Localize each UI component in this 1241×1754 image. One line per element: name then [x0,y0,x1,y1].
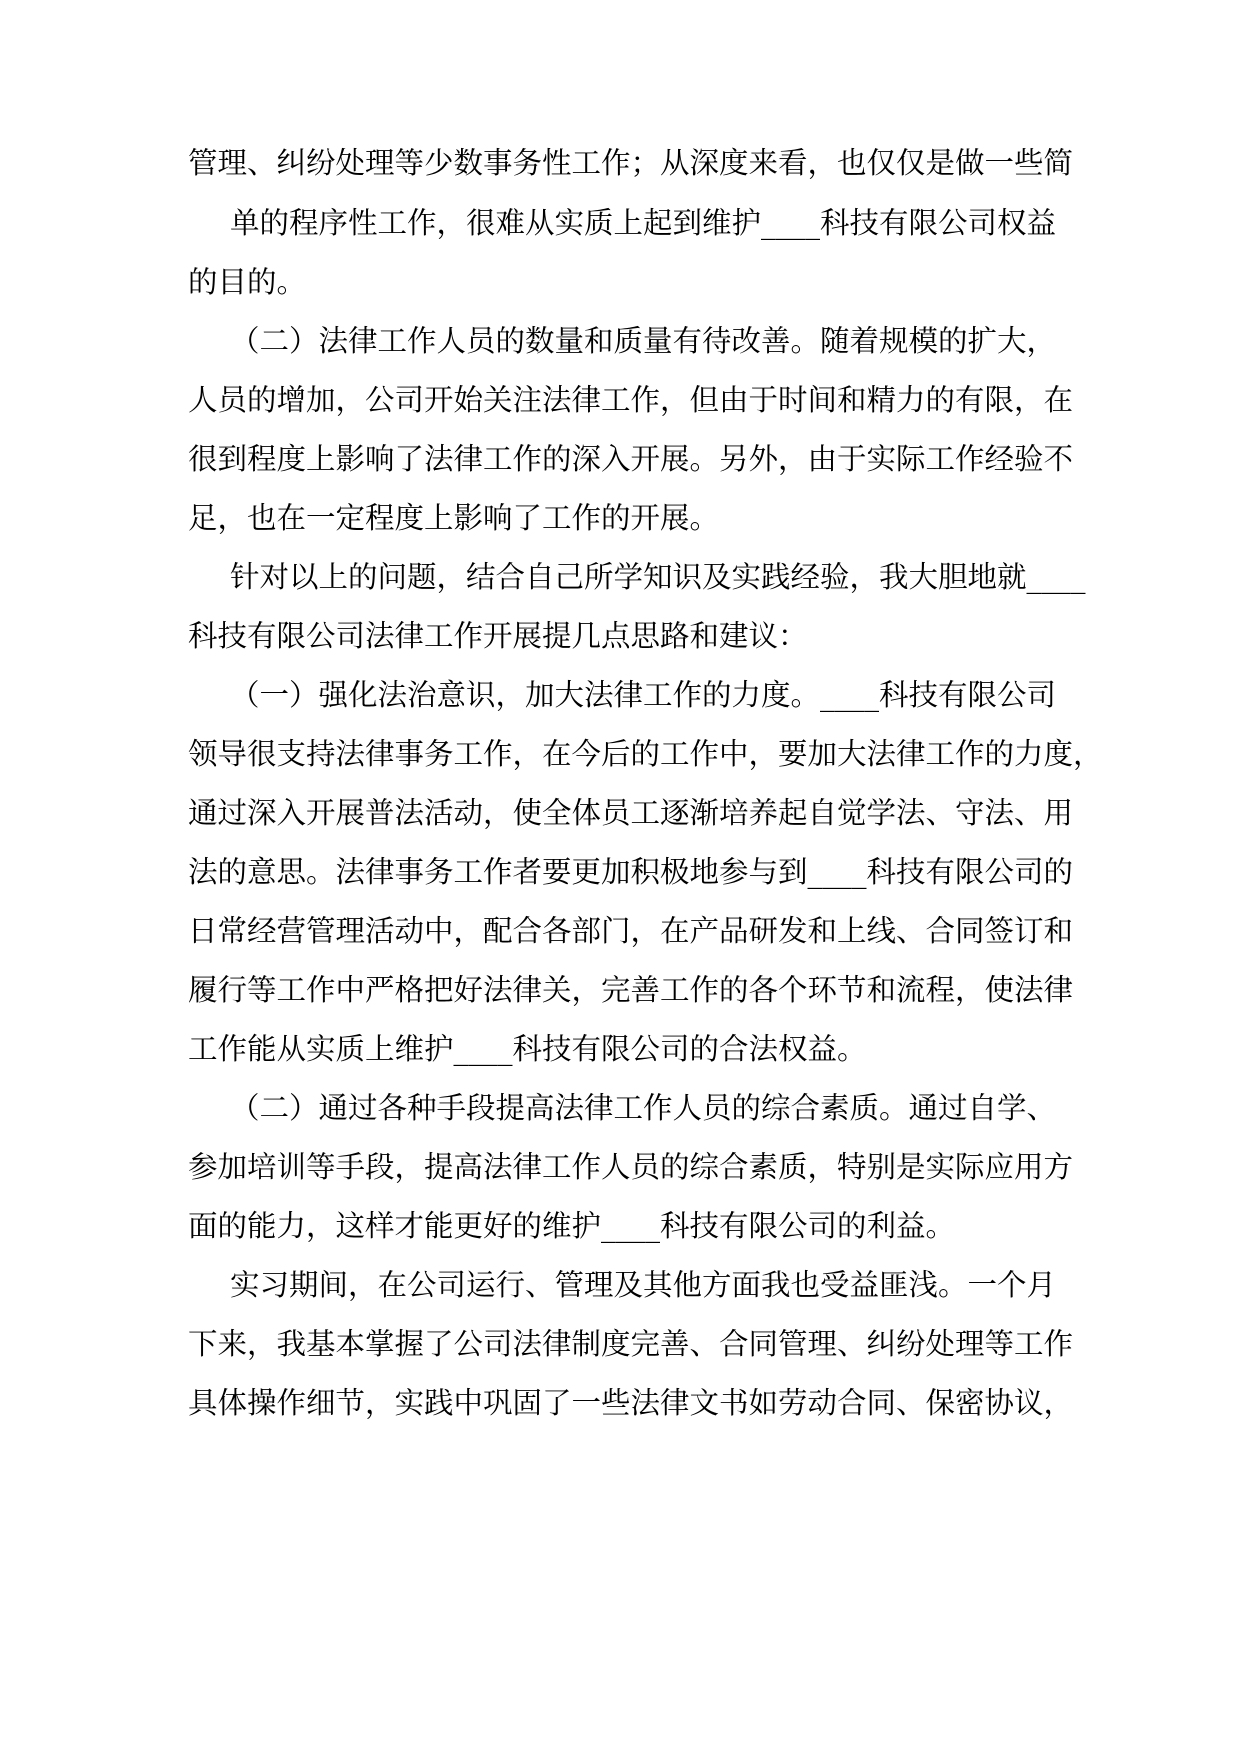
text-line: 单的程序性工作，很难从实质上起到维护____科技有限公司权益 [230,206,1057,240]
text-line: 法的意思。法律事务工作者要更加积极地参与到____科技有限公司的 [188,855,1074,889]
text-line: 履行等工作中严格把好法律关，完善工作的各个环节和流程，使法律 [188,973,1074,1007]
text-line: 的目的。 [188,265,307,299]
text-line: 科技有限公司法律工作开展提几点思路和建议： [188,619,808,653]
text-line: 人员的增加，公司开始关注法律工作，但由于时间和精力的有限，在 [188,383,1074,417]
text-line: 具体操作细节，实践中巩固了一些法律文书如劳动合同、保密协议， [188,1386,1074,1420]
text-line: 参加培训等手段，提高法律工作人员的综合素质，特别是实际应用方 [188,1150,1074,1184]
text-line: （二）法律工作人员的数量和质量有待改善。随着规模的扩大， [230,324,1057,358]
text-line: （一）强化法治意识，加大法律工作的力度。____科技有限公司 [230,678,1057,712]
text-line: 面的能力，这样才能更好的维护____科技有限公司的利益。 [188,1209,956,1243]
text-line: 通过深入开展普法活动，使全体员工逐渐培养起自觉学法、守法、用 [188,796,1074,830]
text-line: 日常经营管理活动中，配合各部门，在产品研发和上线、合同签订和 [188,914,1074,948]
text-line: 针对以上的问题，结合自己所学知识及实践经验，我大胆地就____ [230,560,1086,594]
text-line: （二）通过各种手段提高法律工作人员的综合素质。通过自学、 [230,1091,1057,1125]
text-line: 足，也在一定程度上影响了工作的开展。 [188,501,720,535]
text-line: 领导很支持法律事务工作，在今后的工作中，要加大法律工作的力度， [188,737,1103,771]
text-line: 很到程度上影响了法律工作的深入开展。另外，由于实际工作经验不 [188,442,1074,476]
text-line: 工作能从实质上维护____科技有限公司的合法权益。 [188,1032,867,1066]
text-line: 下来，我基本掌握了公司法律制度完善、合同管理、纠纷处理等工作 [188,1327,1074,1361]
text-line: 实习期间，在公司运行、管理及其他方面我也受益匪浅。一个月 [230,1268,1057,1302]
text-line: 管理、纠纷处理等少数事务性工作；从深度来看，也仅仅是做一些简 [188,146,1074,180]
